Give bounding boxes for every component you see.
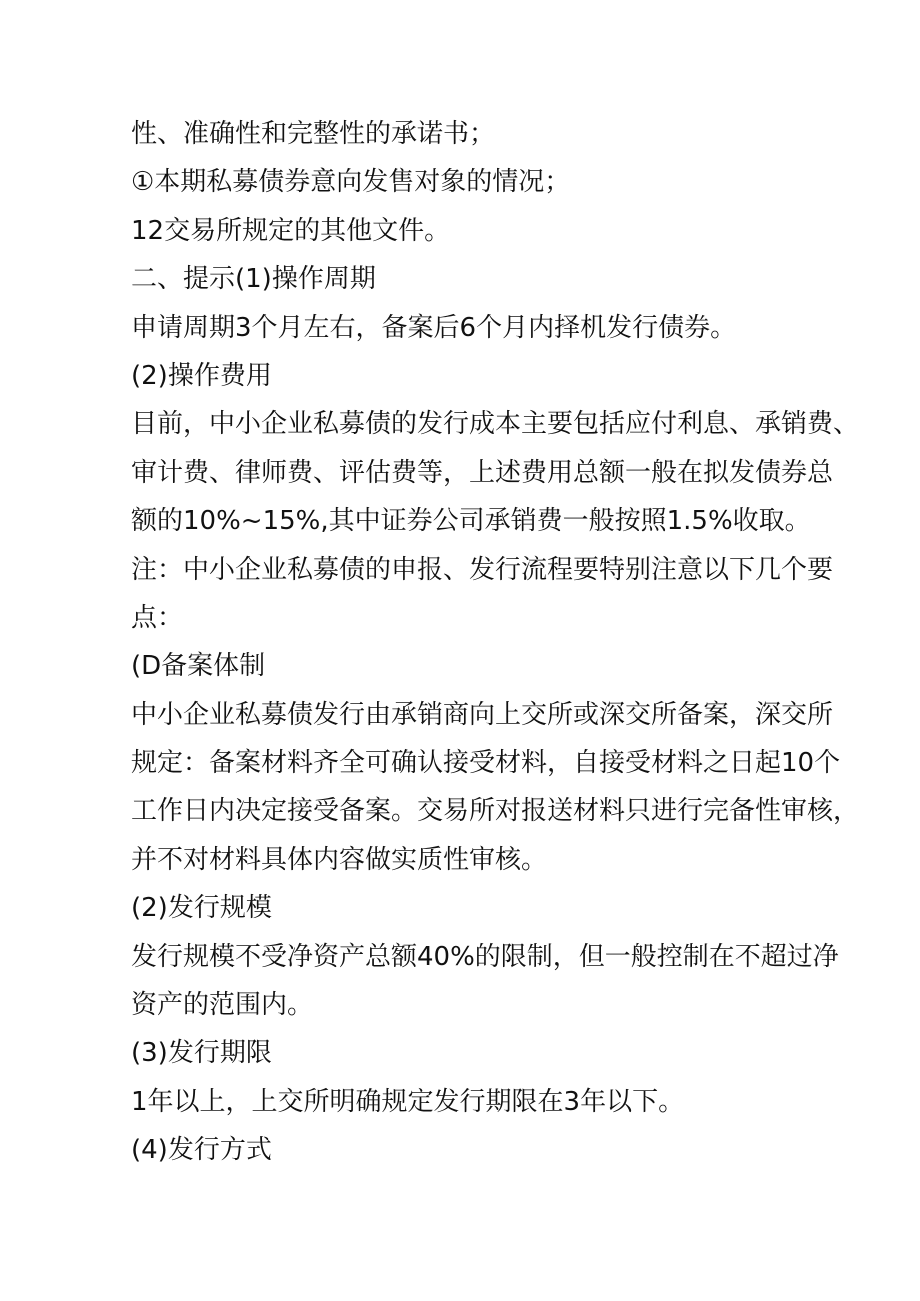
text-line: ①本期私募债券意向发售对象的情况； bbox=[131, 167, 571, 198]
section-heading: 二、提示(1)操作周期 bbox=[131, 264, 376, 295]
text-line: 12交易所规定的其他文件。 bbox=[131, 215, 451, 246]
text-line: 工作日内决定接受备案。交易所对报送材料只进行完备性审核， bbox=[131, 796, 860, 827]
subsection-heading: (D备案体制 bbox=[131, 651, 266, 682]
text-line: 审计费、律师费、评估费等，上述费用总额一般在拟发债券总 bbox=[131, 457, 834, 488]
subsection-heading: (4)发行方式 bbox=[131, 1135, 272, 1166]
text-line: 性、准确性和完整性的承诺书； bbox=[131, 119, 496, 149]
subsection-heading: (2)发行规模 bbox=[131, 893, 272, 924]
text-line: 1年以上，上交所明确规定发行期限在3年以下。 bbox=[131, 1086, 685, 1117]
text-line: 额的10%~15%,其中证券公司承销费一般按照1.5%收取。 bbox=[131, 506, 811, 537]
text-line: 申请周期3个月左右，备案后6个月内择机发行债券。 bbox=[131, 312, 737, 343]
text-line: 并不对材料具体内容做实质性审核。 bbox=[131, 844, 548, 875]
text-line: 资产的范围内。 bbox=[131, 990, 314, 1021]
text-line: 中小企业私募债发行由承销商向上交所或深交所备案，深交所 bbox=[131, 699, 834, 730]
text-line: 点： bbox=[131, 602, 184, 633]
text-line: 发行规模不受净资产总额40%的限制，但一般控制在不超过净 bbox=[131, 941, 839, 972]
subsection-heading: (3)发行期限 bbox=[131, 1038, 272, 1069]
subsection-heading: (2)操作费用 bbox=[131, 360, 272, 391]
text-line: 规定：备案材料齐全可确认接受材料，自接受材料之日起10个 bbox=[131, 748, 841, 779]
document-body bbox=[131, 110, 860, 1175]
text-line: 注：中小企业私募债的申报、发行流程要特别注意以下几个要 bbox=[131, 554, 834, 585]
text-line: 目前，中小企业私募债的发行成本主要包括应付利息、承销费、 bbox=[131, 409, 860, 440]
